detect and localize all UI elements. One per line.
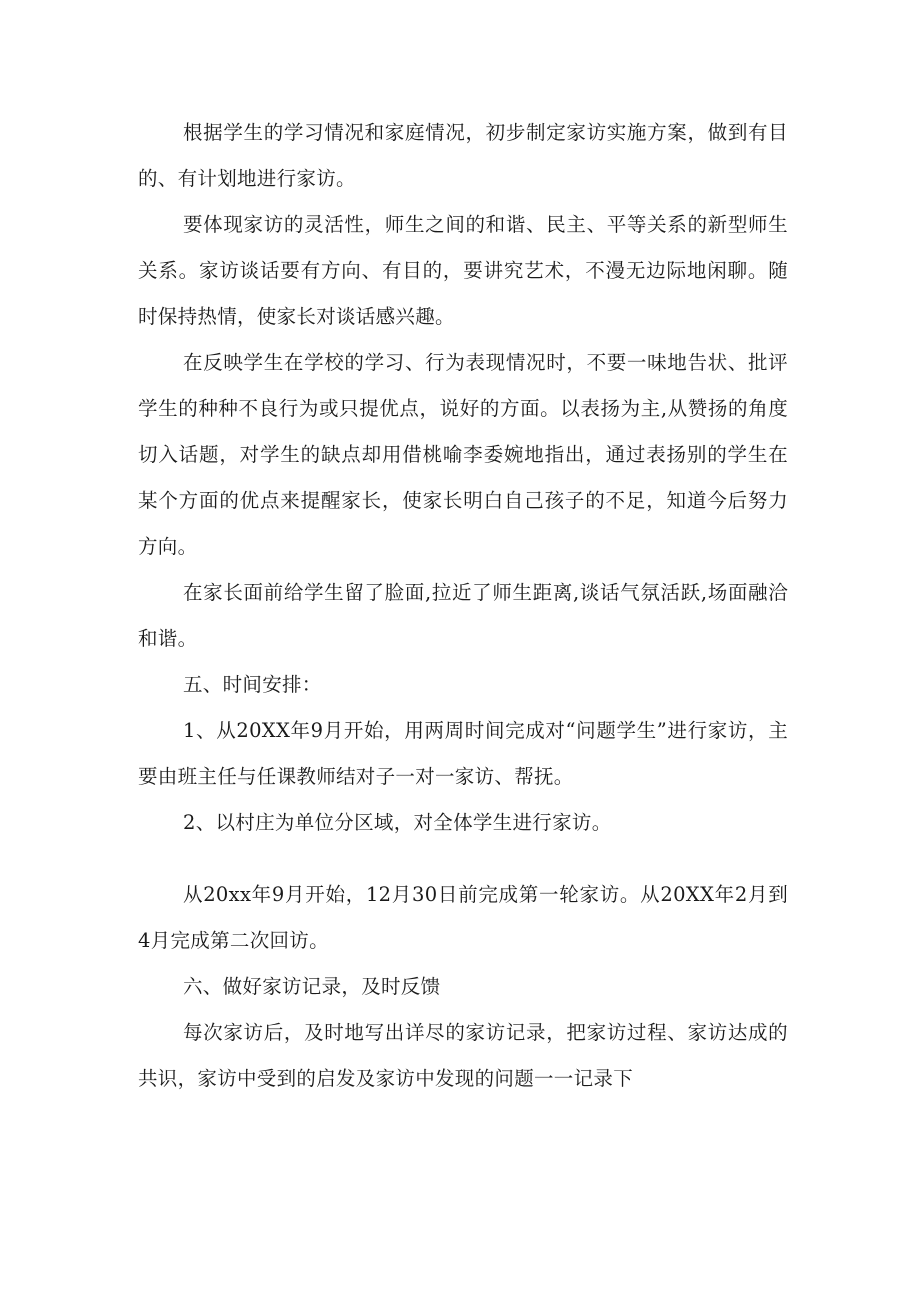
paragraph-schedule-dates: 从20xx年9月开始，12月30日前完成第一轮家访。从20XX年2月到4月完成第二次回访。 [138, 883, 788, 952]
heading-schedule: 五、时间安排： [183, 673, 322, 696]
document-body [138, 110, 788, 1102]
paragraph-schedule-2: 2、以村庄为单位分区域，对全体学生进行家访。 [183, 811, 612, 834]
paragraph-plan: 根据学生的学习情况和家庭情况，初步制定家访实施方案，做到有目的、有计划地进行家访。 [138, 121, 788, 190]
paragraph-praise: 在反映学生在学校的学习、行为表现情况时，不要一味地告状、批评学生的种种不良行为或只提优点，说好的方面。以表扬为主,从赞扬的角度切入话题，对学生的缺点却用借桃喻李委婉地指出，通过表扬别的学生在某个方面的优点来提醒家长，使家长明白自己孩子的不足，知道今后努力方向。 [138, 351, 788, 558]
paragraph-atmosphere: 在家长面前给学生留了脸面,拉近了师生距离,谈话气氛活跃,场面融洽和谐。 [138, 581, 788, 650]
heading-records: 六、做好家访记录，及时反馈 [183, 975, 441, 998]
paragraph-flexibility: 要体现家访的灵活性，师生之间的和谐、民主、平等关系的新型师生关系。家访谈话要有方向、有目的，要讲究艺术，不漫无边际地闲聊。随时保持热情，使家长对谈话感兴趣。 [138, 213, 788, 328]
paragraph-schedule-1: 1、从20XX年9月开始，用两周时间完成对“问题学生”进行家访，主要由班主任与任课教师结对子一对一家访、帮抚。 [138, 719, 788, 788]
paragraph-records: 每次家访后，及时地写出详尽的家访记录，把家访过程、家访达成的共识，家访中受到的启发及家访中发现的问题一一记录下 [138, 1021, 788, 1090]
